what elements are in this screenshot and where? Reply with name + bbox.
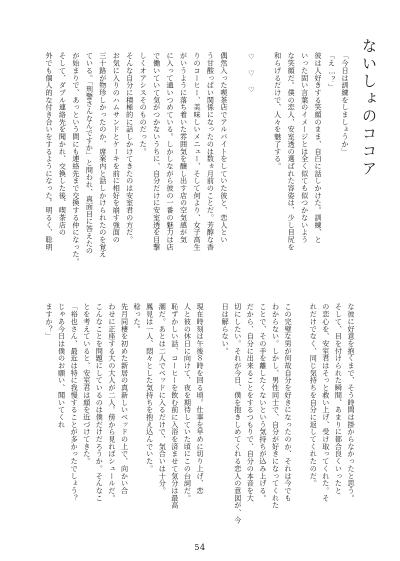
lower-text-column: 先月同棲を初めた新居の真新しいベッドの上で、向かい合: [120, 303, 130, 495]
lower-text-block: [44, 303, 356, 539]
upper-text-column: 偶然入った喫茶店でアルバイトをしていた彼と、恋人とい: [219, 52, 229, 244]
upper-text-block: [44, 52, 350, 287]
page-number: 54: [194, 543, 206, 552]
upper-text-column: 「今日は訓練をしましょうか」: [341, 52, 350, 155]
lower-text-column: そして、目を付けられた瞬間、あまりに都合良くいったと: [334, 303, 344, 495]
upper-text-column: がいうように落ち着いた雰囲気を醸し出す店の空気感が気: [179, 52, 189, 244]
upper-text-column: 彼は人好きする笑顔のまま、自白に話しかけた。訓練、と: [314, 52, 324, 244]
upper-text-column: りのコーヒー、美味しいメニュー、そして何より、女子高生: [193, 52, 202, 251]
lower-text-column: 切にしたい。それが今日、僕を抱きしめてくれる恋人の意図が、今: [233, 303, 243, 524]
lower-text-column: こんなことを問題にしているのは僕だけだろうか。そんなこ: [95, 303, 105, 502]
lower-text-column: わせに正座する大の大人が二人。傍から見ればシュールだ。: [107, 303, 117, 502]
upper-text-column: 和らげるだけで、人々を魅了する。: [273, 52, 283, 170]
upper-text-column: で働いていて気がつかないうちに、自分だけに安室透を目撃: [152, 52, 162, 251]
upper-text-column: 外でも個人的な付き合いをするようになった。明るく、聡明: [45, 52, 54, 251]
lower-text-column: 日は解らない。: [221, 303, 231, 355]
lower-text-column: な彼に好意を抱くまで、そう時間は掛からなかったと思う。: [347, 303, 356, 502]
lower-text-column: じゃあ今日は僕のお願い、聞いてくれ: [57, 303, 67, 428]
lower-text-column: の恋心を、安室君はそっと救い上げ、受け取ってくれた。そ: [321, 303, 331, 502]
lower-text-column: 現在時刻は午後８時を回る頃。仕事を早めに切り上げ、恋: [196, 303, 205, 495]
upper-text-column: 「え…？」: [327, 52, 337, 91]
lower-text-column: 人と彼の休日に向けて、夜を期待していた頃にこの台詞だ。: [183, 303, 193, 502]
lower-text-column: この完璧な男が何故自分を好きになったのか、それは今でも: [284, 303, 294, 502]
upper-text-column: そして、ダブル連絡先を聞かれ、交換した後、喫茶店の: [58, 52, 68, 236]
upper-text-column: な笑顔だ。僕の恋人、安室透の選ばれた容姿は、少し目尻を: [287, 52, 297, 251]
lower-text-column: 鳳見は一人、悶々とした気持ちを抱え込んでいた。: [145, 303, 155, 473]
upper-text-column: [232, 52, 242, 287]
lower-text-column: 潮だ。あとは二人でベッドに入るだけで、気合いは十分。: [158, 303, 168, 495]
upper-text-column: お気に入りのハムサンドとケーキを前に相好を崩す強面の: [112, 52, 122, 244]
lower-text-column: ことで、その手を離したくないという気持ちが込み上げる。: [258, 303, 268, 502]
story-title: ないしょのココア: [360, 38, 378, 178]
upper-text-column: [259, 52, 269, 287]
lower-text-column: 恥ずかしい話、コーヒーを飲む前に入浴を済ませて気分は最高: [170, 303, 180, 509]
lower-text-column: だから、自分に出来ることをするつもりで、自分の本音を大: [246, 303, 256, 502]
lower-text-column: ますか？」: [45, 303, 54, 340]
upper-text-column: そんな自分に積極的に話しかけてきたのは安室君の方だ。: [125, 52, 135, 244]
upper-text-column: ている。「刑警さんなんですか」と問われ、真面目に答えたの: [85, 52, 95, 255]
upper-text-column: に入って通いつめている。しかしながら彼の一番の魅力は店: [166, 52, 176, 251]
upper-text-column: 三十路が物珍しかったのか、席案内と話しかけられたのを覚え: [98, 52, 108, 258]
lower-text-column: 「裕也さん、最近は特に我慢することが多かったでしょう？: [70, 303, 80, 502]
lower-text-column: わからない。しかし、男性同士で、自分が好きになってくれた: [271, 303, 281, 509]
lower-text-column: [296, 303, 306, 539]
upper-text-column: しくオアシスそのものだった。: [139, 52, 149, 155]
lower-text-column: れだけでなく、同じ気持ちを自分に返してくれたのだ。: [309, 303, 319, 487]
lower-text-column: とを考えていると、安室君は顔を近づけてきた。: [82, 303, 92, 465]
upper-text-column: が始まりで、あっという間にも連絡先まで交換する仲になった。: [71, 52, 81, 266]
upper-text-column: ♡ ♡ ♡: [246, 52, 256, 95]
upper-text-column: う甘酸っぱい関係になったのは数ヵ月前のことだ。芳醇な香: [206, 52, 216, 251]
upper-text-column: いった固い言葉のイメージとは全く似ても似つかないよう: [300, 52, 310, 244]
lower-text-column: [208, 303, 218, 539]
lower-text-column: 稔った。: [133, 303, 143, 333]
